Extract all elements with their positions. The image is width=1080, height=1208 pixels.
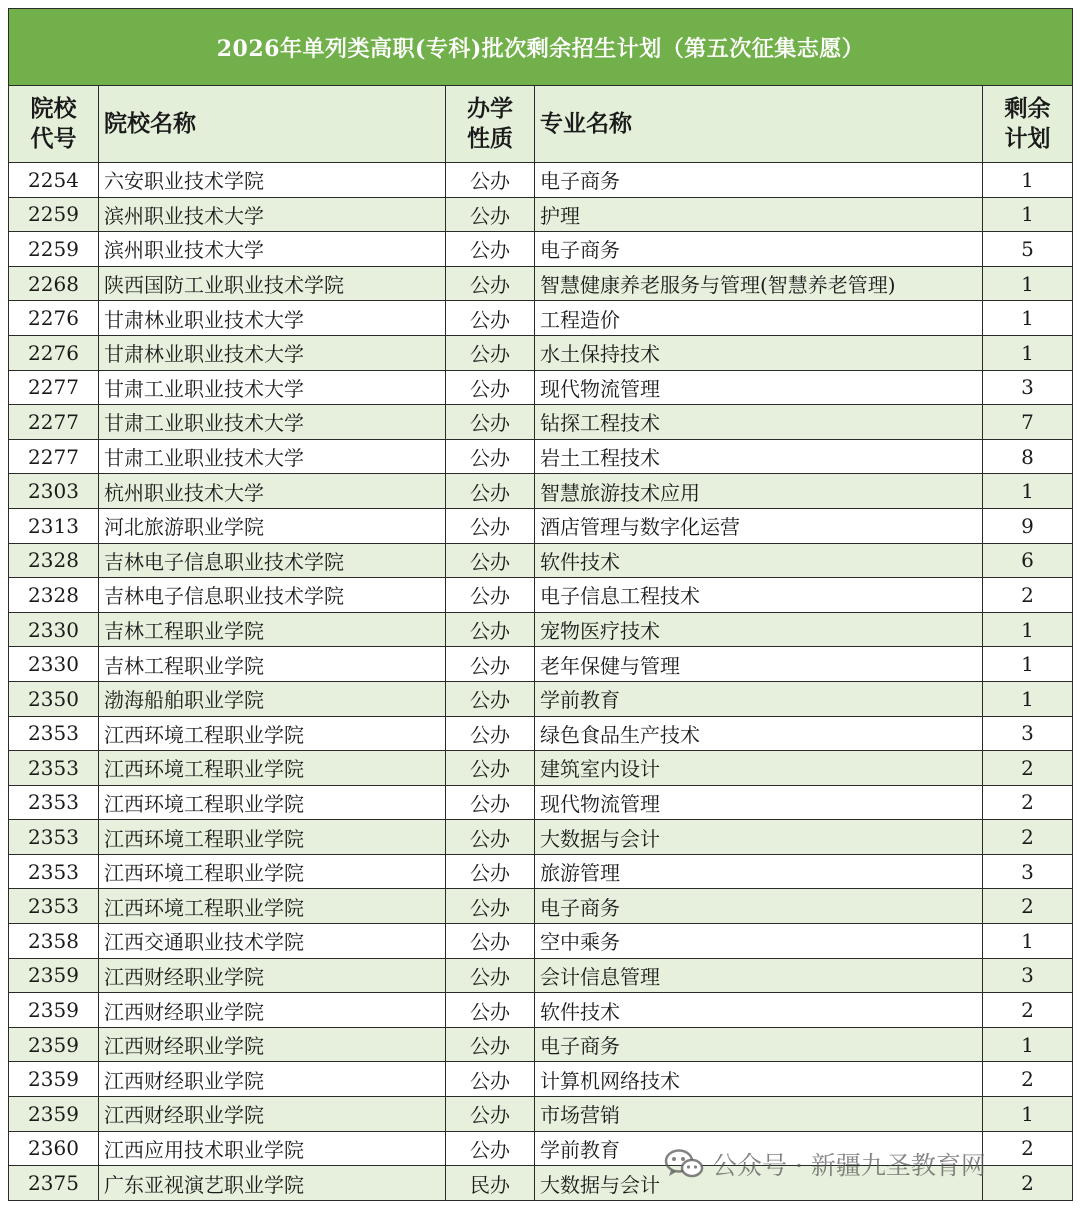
- school-type-cell: 公办: [446, 681, 535, 716]
- table-body: [9, 163, 1073, 1201]
- school-name-cell: 甘肃工业职业技术大学: [99, 370, 446, 405]
- table-row: [9, 924, 1073, 959]
- school-type-cell: 公办: [446, 578, 535, 613]
- school-type-cell: 公办: [446, 1062, 535, 1097]
- major-name-cell: 护理: [535, 197, 983, 232]
- remaining-plan-cell: 1: [983, 301, 1073, 336]
- school-name-cell: 河北旅游职业学院: [99, 508, 446, 543]
- header-school-type: 办学 性质: [446, 86, 535, 163]
- school-code-cell: 2328: [9, 578, 99, 613]
- major-name-cell: 建筑室内设计: [535, 751, 983, 786]
- table-row: [9, 508, 1073, 543]
- remaining-plan-cell: 2: [983, 1166, 1073, 1201]
- school-type-cell: 公办: [446, 958, 535, 993]
- school-name-cell: 江西财经职业学院: [99, 993, 446, 1028]
- major-name-cell: 会计信息管理: [535, 958, 983, 993]
- school-type-cell: 公办: [446, 993, 535, 1028]
- header-row: [9, 86, 1073, 163]
- school-name-cell: 杭州职业技术大学: [99, 474, 446, 509]
- school-name-cell: 吉林电子信息职业技术学院: [99, 543, 446, 578]
- major-name-cell: 电子商务: [535, 889, 983, 924]
- school-type-cell: 公办: [446, 889, 535, 924]
- school-code-cell: 2353: [9, 889, 99, 924]
- remaining-plan-cell: 2: [983, 820, 1073, 855]
- remaining-plan-cell: 1: [983, 924, 1073, 959]
- major-name-cell: 学前教育: [535, 681, 983, 716]
- table-row: [9, 578, 1073, 613]
- school-code-cell: 2268: [9, 266, 99, 301]
- school-code-cell: 2353: [9, 820, 99, 855]
- remaining-plan-cell: 8: [983, 439, 1073, 474]
- remaining-plan-cell: 2: [983, 993, 1073, 1028]
- school-name-cell: 滨州职业技术大学: [99, 197, 446, 232]
- major-name-cell: 酒店管理与数字化运营: [535, 508, 983, 543]
- major-name-cell: 大数据与会计: [535, 1166, 983, 1201]
- header-remaining-plan: 剩余 计划: [983, 86, 1073, 163]
- school-code-cell: 2330: [9, 612, 99, 647]
- major-name-cell: 钻探工程技术: [535, 405, 983, 440]
- school-name-cell: 江西环境工程职业学院: [99, 751, 446, 786]
- table-row: [9, 751, 1073, 786]
- remaining-plan-cell: 2: [983, 751, 1073, 786]
- table-row: [9, 958, 1073, 993]
- school-code-cell: 2353: [9, 854, 99, 889]
- remaining-plan-cell: 3: [983, 854, 1073, 889]
- table-row: [9, 266, 1073, 301]
- table-row: [9, 993, 1073, 1028]
- remaining-plan-cell: 1: [983, 612, 1073, 647]
- major-name-cell: 老年保健与管理: [535, 647, 983, 682]
- school-code-cell: 2358: [9, 924, 99, 959]
- school-name-cell: 江西财经职业学院: [99, 1062, 446, 1097]
- school-name-cell: 陕西国防工业职业技术学院: [99, 266, 446, 301]
- table-row: [9, 543, 1073, 578]
- enrollment-plan-table: [8, 8, 1073, 1201]
- school-code-cell: 2353: [9, 716, 99, 751]
- school-name-cell: 吉林工程职业学院: [99, 647, 446, 682]
- major-name-cell: 智慧健康养老服务与管理(智慧养老管理): [535, 266, 983, 301]
- table-row: [9, 439, 1073, 474]
- remaining-plan-cell: 1: [983, 1027, 1073, 1062]
- school-type-cell: 公办: [446, 232, 535, 267]
- remaining-plan-cell: 1: [983, 197, 1073, 232]
- remaining-plan-cell: 3: [983, 716, 1073, 751]
- remaining-plan-cell: 2: [983, 785, 1073, 820]
- school-code-cell: 2359: [9, 1027, 99, 1062]
- school-type-cell: 公办: [446, 820, 535, 855]
- remaining-plan-cell: 1: [983, 266, 1073, 301]
- school-name-cell: 甘肃林业职业技术大学: [99, 301, 446, 336]
- school-name-cell: 甘肃工业职业技术大学: [99, 439, 446, 474]
- remaining-plan-cell: 9: [983, 508, 1073, 543]
- school-name-cell: 江西交通职业技术学院: [99, 924, 446, 959]
- school-code-cell: 2330: [9, 647, 99, 682]
- school-type-cell: 公办: [446, 854, 535, 889]
- school-code-cell: 2353: [9, 785, 99, 820]
- major-name-cell: 计算机网络技术: [535, 1062, 983, 1097]
- major-name-cell: 工程造价: [535, 301, 983, 336]
- table-row: [9, 405, 1073, 440]
- school-name-cell: 滨州职业技术大学: [99, 232, 446, 267]
- remaining-plan-cell: 6: [983, 543, 1073, 578]
- table-row: [9, 647, 1073, 682]
- school-code-cell: 2277: [9, 370, 99, 405]
- school-code-cell: 2277: [9, 405, 99, 440]
- major-name-cell: 宠物医疗技术: [535, 612, 983, 647]
- school-name-cell: 江西环境工程职业学院: [99, 785, 446, 820]
- school-type-cell: 公办: [446, 1027, 535, 1062]
- table-row: [9, 232, 1073, 267]
- school-type-cell: 公办: [446, 405, 535, 440]
- school-type-cell: 公办: [446, 197, 535, 232]
- school-type-cell: 公办: [446, 785, 535, 820]
- major-name-cell: 水土保持技术: [535, 335, 983, 370]
- school-name-cell: 吉林工程职业学院: [99, 612, 446, 647]
- school-code-cell: 2353: [9, 751, 99, 786]
- school-name-cell: 甘肃工业职业技术大学: [99, 405, 446, 440]
- school-code-cell: 2328: [9, 543, 99, 578]
- school-name-cell: 江西应用技术职业学院: [99, 1131, 446, 1166]
- table-row: [9, 301, 1073, 336]
- table-row: [9, 889, 1073, 924]
- school-type-cell: 公办: [446, 266, 535, 301]
- table-row: [9, 681, 1073, 716]
- major-name-cell: 电子商务: [535, 163, 983, 198]
- major-name-cell: 软件技术: [535, 993, 983, 1028]
- school-code-cell: 2259: [9, 232, 99, 267]
- header-major-name: 专业名称: [535, 86, 983, 163]
- school-name-cell: 江西环境工程职业学院: [99, 820, 446, 855]
- school-name-cell: 江西财经职业学院: [99, 958, 446, 993]
- school-type-cell: 公办: [446, 924, 535, 959]
- school-type-cell: 公办: [446, 647, 535, 682]
- remaining-plan-cell: 5: [983, 232, 1073, 267]
- school-type-cell: 民办: [446, 1166, 535, 1201]
- remaining-plan-cell: 2: [983, 578, 1073, 613]
- table-row: [9, 716, 1073, 751]
- school-code-cell: 2359: [9, 958, 99, 993]
- school-name-cell: 吉林电子信息职业技术学院: [99, 578, 446, 613]
- table-row: [9, 197, 1073, 232]
- school-code-cell: 2276: [9, 335, 99, 370]
- school-code-cell: 2360: [9, 1131, 99, 1166]
- school-type-cell: 公办: [446, 163, 535, 198]
- table-row: [9, 612, 1073, 647]
- school-code-cell: 2313: [9, 508, 99, 543]
- major-name-cell: 旅游管理: [535, 854, 983, 889]
- remaining-plan-cell: 1: [983, 474, 1073, 509]
- school-type-cell: 公办: [446, 612, 535, 647]
- remaining-plan-cell: 2: [983, 1062, 1073, 1097]
- school-code-cell: 2303: [9, 474, 99, 509]
- table-row: [9, 854, 1073, 889]
- table-row: [9, 785, 1073, 820]
- school-code-cell: 2350: [9, 681, 99, 716]
- table-row: [9, 1097, 1073, 1132]
- watermark-text: 公众号 · 新疆九圣教育网: [712, 1151, 986, 1180]
- table-row: [9, 370, 1073, 405]
- table-row: [9, 820, 1073, 855]
- table-row: [9, 1131, 1073, 1166]
- major-name-cell: 市场营销: [535, 1097, 983, 1132]
- table-row: [9, 335, 1073, 370]
- school-type-cell: 公办: [446, 439, 535, 474]
- school-name-cell: 江西财经职业学院: [99, 1097, 446, 1132]
- table-row: [9, 163, 1073, 198]
- school-type-cell: 公办: [446, 1097, 535, 1132]
- major-name-cell: 电子商务: [535, 232, 983, 267]
- remaining-plan-cell: 2: [983, 1131, 1073, 1166]
- school-code-cell: 2276: [9, 301, 99, 336]
- table-row: [9, 1166, 1073, 1201]
- school-code-cell: 2359: [9, 1062, 99, 1097]
- school-type-cell: 公办: [446, 474, 535, 509]
- major-name-cell: 大数据与会计: [535, 820, 983, 855]
- school-type-cell: 公办: [446, 751, 535, 786]
- table-row: [9, 1027, 1073, 1062]
- major-name-cell: 电子商务: [535, 1027, 983, 1062]
- school-name-cell: 渤海船舶职业学院: [99, 681, 446, 716]
- school-type-cell: 公办: [446, 370, 535, 405]
- remaining-plan-cell: 1: [983, 1097, 1073, 1132]
- school-type-cell: 公办: [446, 301, 535, 336]
- school-code-cell: 2375: [9, 1166, 99, 1201]
- header-school-name: 院校名称: [99, 86, 446, 163]
- school-name-cell: 六安职业技术学院: [99, 163, 446, 198]
- school-name-cell: 江西环境工程职业学院: [99, 716, 446, 751]
- school-name-cell: 甘肃林业职业技术大学: [99, 335, 446, 370]
- school-name-cell: 江西环境工程职业学院: [99, 889, 446, 924]
- major-name-cell: 软件技术: [535, 543, 983, 578]
- remaining-plan-cell: 1: [983, 681, 1073, 716]
- remaining-plan-cell: 1: [983, 163, 1073, 198]
- school-code-cell: 2359: [9, 993, 99, 1028]
- header-code: 院校 代号: [9, 86, 99, 163]
- remaining-plan-cell: 7: [983, 405, 1073, 440]
- school-name-cell: 江西财经职业学院: [99, 1027, 446, 1062]
- school-type-cell: 公办: [446, 1131, 535, 1166]
- remaining-plan-cell: 1: [983, 647, 1073, 682]
- remaining-plan-cell: 1: [983, 335, 1073, 370]
- major-name-cell: 学前教育: [535, 1131, 983, 1166]
- school-name-cell: 江西环境工程职业学院: [99, 854, 446, 889]
- remaining-plan-cell: 2: [983, 889, 1073, 924]
- major-name-cell: 空中乘务: [535, 924, 983, 959]
- table-row: [9, 474, 1073, 509]
- remaining-plan-cell: 3: [983, 370, 1073, 405]
- school-type-cell: 公办: [446, 508, 535, 543]
- major-name-cell: 电子信息工程技术: [535, 578, 983, 613]
- school-type-cell: 公办: [446, 716, 535, 751]
- major-name-cell: 岩土工程技术: [535, 439, 983, 474]
- table-row: [9, 1062, 1073, 1097]
- school-code-cell: 2259: [9, 197, 99, 232]
- school-code-cell: 2359: [9, 1097, 99, 1132]
- school-type-cell: 公办: [446, 543, 535, 578]
- school-code-cell: 2254: [9, 163, 99, 198]
- major-name-cell: 现代物流管理: [535, 785, 983, 820]
- remaining-plan-cell: 3: [983, 958, 1073, 993]
- major-name-cell: 现代物流管理: [535, 370, 983, 405]
- major-name-cell: 绿色食品生产技术: [535, 716, 983, 751]
- school-code-cell: 2277: [9, 439, 99, 474]
- table-title: 2026年单列类高职(专科)批次剩余招生计划（第五次征集志愿）: [9, 9, 1073, 86]
- school-type-cell: 公办: [446, 335, 535, 370]
- major-name-cell: 智慧旅游技术应用: [535, 474, 983, 509]
- school-name-cell: 广东亚视演艺职业学院: [99, 1166, 446, 1201]
